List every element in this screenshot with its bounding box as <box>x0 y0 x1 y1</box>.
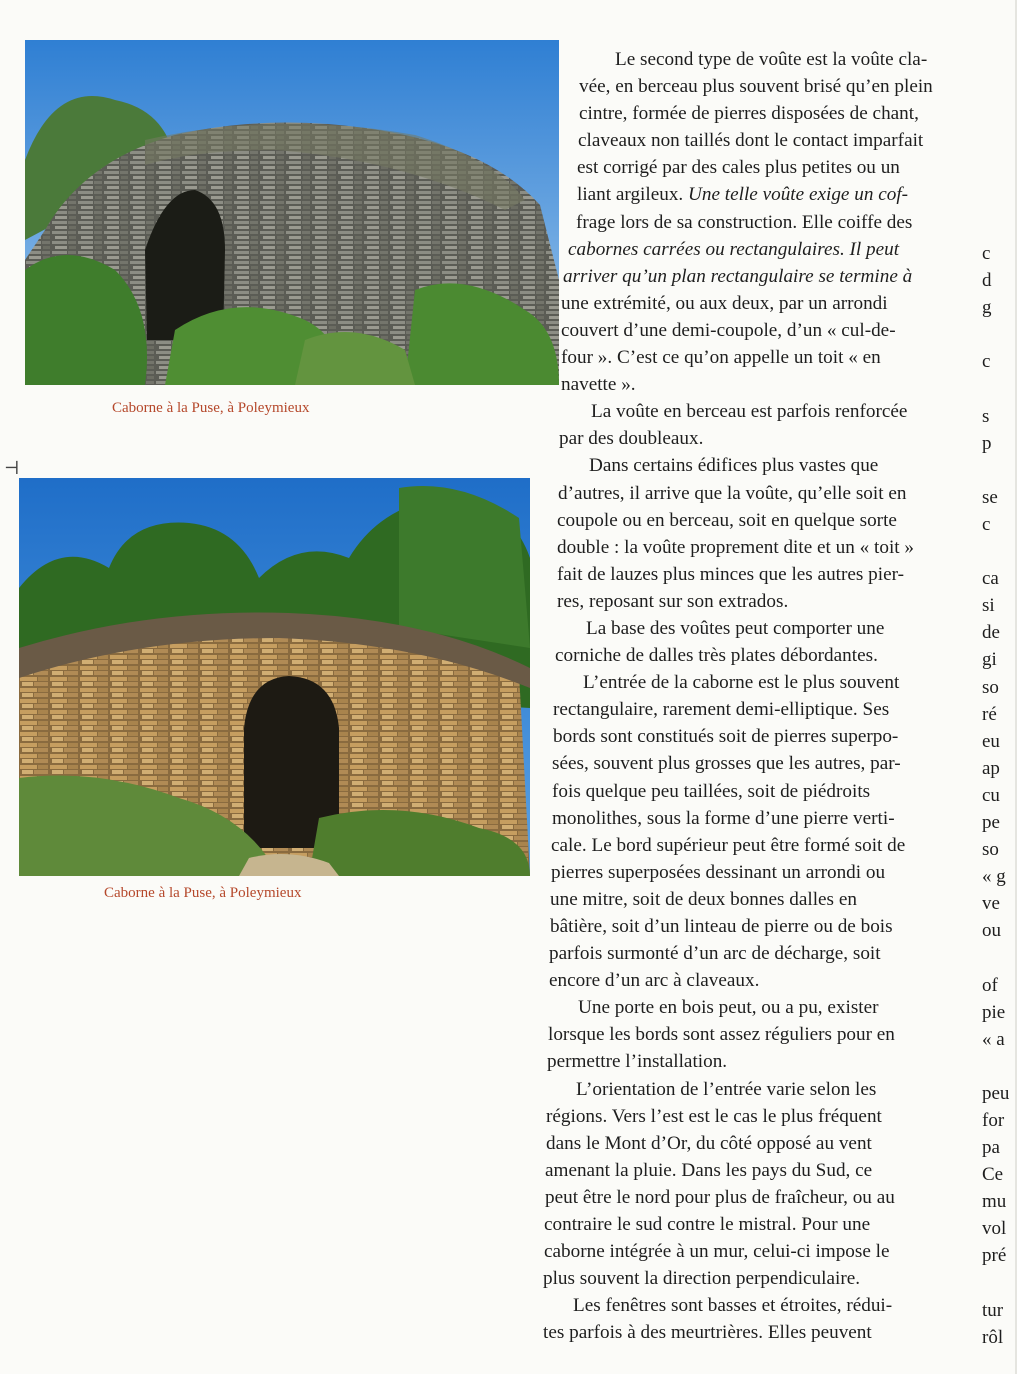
photo-caption: Caborne à la Puse, à Poleymieux <box>104 885 302 901</box>
fragment-line: ou <box>982 920 1001 942</box>
text-line: navette ». <box>561 374 636 396</box>
italic-text: cabornes carrées ou rectangulaires. Il peut <box>568 238 900 260</box>
text-line: contraire le sud contre le mistral. Pour une <box>544 1214 871 1236</box>
fragment-line: c <box>982 243 991 264</box>
fragment-line: si <box>982 595 995 617</box>
fragment-line: g <box>982 297 992 319</box>
next-column-fragments <box>982 240 1009 1351</box>
text-line: coupole ou en berceau, soit en quelque sorte <box>557 509 897 531</box>
italic-text: Une telle voûte exige un cof- <box>688 184 909 206</box>
fragment-line <box>982 538 1009 565</box>
fragment-line: so <box>982 839 999 861</box>
fragment-line: so <box>982 676 999 698</box>
fragment-line: ré <box>982 703 997 725</box>
text-line: La base des voûtes peut comporter une <box>586 617 885 639</box>
fragment-line: pa <box>982 1137 1000 1159</box>
fragment-line: for <box>982 1110 1005 1131</box>
fragment-line: pe <box>982 811 1000 833</box>
text-line: fait de lauzes plus minces que les autres pier- <box>557 563 904 585</box>
text-line: parfois surmonté d’un arc de décharge, soit <box>549 943 881 965</box>
fragment-line: pré <box>982 1245 1007 1267</box>
fragment-line: de <box>982 622 1000 644</box>
fragment-line <box>982 1270 1009 1297</box>
text-line: frage lors de sa construction. Elle coiffe des <box>576 211 913 233</box>
body-text-column <box>543 46 933 1347</box>
fragment-line: pie <box>982 1001 1006 1023</box>
fragment-line: mu <box>982 1191 1007 1213</box>
text-line: régions. Vers l’est est le cas le plus fréquent <box>546 1105 882 1127</box>
text-line: cale. Le bord supérieur peut être formé soit de <box>551 834 906 856</box>
text-line: four ». C’est ce qu’on appelle un toit « en <box>561 347 881 369</box>
photo-caption: Caborne à la Puse, à Poleymieux <box>112 400 310 416</box>
fragment-line: of <box>982 974 998 996</box>
text-line: lorsque les bords sont assez réguliers pour en <box>548 1024 895 1046</box>
text-line: bâtière, soit d’un linteau de pierre ou de bois <box>550 916 893 937</box>
text-line: Dans certains édifices plus vastes que <box>589 455 879 477</box>
text-line: permettre l’installation. <box>547 1051 728 1073</box>
text-line: une mitre, soit de deux bonnes dalles en <box>550 888 857 910</box>
photo-caborne-bottom <box>19 478 530 876</box>
fragment-line: rôl <box>982 1326 1004 1348</box>
text-line: Une porte en bois peut, ou a pu, exister <box>578 997 879 1019</box>
fragment-line: c <box>982 513 991 535</box>
text-line: est corrigé par des cales plus petites ou un <box>577 157 900 179</box>
text-line: sées, souvent plus grosses que les autres, par- <box>552 753 901 775</box>
fragment-line: se <box>982 486 998 508</box>
text-line: L’entrée de la caborne est le plus souvent <box>583 672 900 694</box>
text-line: fois quelque peu taillées, soit de piédroits <box>552 780 871 802</box>
fragment-line <box>982 375 1009 402</box>
fragment-line: ve <box>982 893 1000 915</box>
text-line: claveaux non taillés dont le contact imparfait <box>578 130 924 152</box>
text-line: monolithes, sous la forme d’une pierre verti- <box>552 807 895 829</box>
fragment-line: vol <box>982 1218 1007 1240</box>
text-line: tes parfois à des meurtrières. Elles peuvent <box>543 1322 872 1344</box>
text-line: L’orientation de l’entrée varie selon les <box>576 1078 877 1100</box>
margin-mark: ⊣ <box>4 458 20 478</box>
text-line: corniche de dalles très plates débordantes. <box>555 645 878 667</box>
fragment-line: « a <box>982 1028 1005 1050</box>
text-line: amenant la pluie. Dans les pays du Sud, ce <box>545 1159 873 1181</box>
fragment-line <box>982 1053 1009 1080</box>
text-line: bords sont constitués soit de pierres superpo- <box>553 726 899 748</box>
text-line: caborne intégrée à un mur, celui-ci impose le <box>544 1241 890 1263</box>
text-line: peut être le nord pour plus de fraîcheur, ou au <box>545 1186 895 1208</box>
text-line: plus souvent la direction perpendiculaire. <box>543 1268 861 1290</box>
text-line <box>543 263 933 290</box>
text-line: double : la voûte proprement dite et un « toit » <box>557 536 915 558</box>
fragment-line: s <box>982 405 990 427</box>
fragment-line: eu <box>982 730 1000 752</box>
fragment-line <box>982 944 1009 971</box>
fragment-line: Ce <box>982 1164 1004 1186</box>
text-line: pierres superposées dessinant un arrondi ou <box>551 861 886 883</box>
text-line <box>543 236 933 263</box>
text-line: rectangulaire, rarement demi-elliptique. Ses <box>553 699 890 721</box>
photo-caborne-top <box>25 40 559 385</box>
text-line: La voûte en berceau est parfois renforcée <box>591 401 908 423</box>
text-run: liant argileux. <box>577 184 689 206</box>
text-line: une extrémité, ou aux deux, par un arrondi <box>561 292 888 314</box>
text-line: par des doubleaux. <box>559 428 704 450</box>
text-line: Le second type de voûte est la voûte cla- <box>615 49 928 70</box>
text-line: Les fenêtres sont basses et étroites, rédui- <box>573 1295 893 1317</box>
fragment-line: peu <box>982 1082 1010 1104</box>
text-line: d’autres, il arrive que la voûte, qu’elle soit en <box>558 482 907 504</box>
italic-text: arriver qu’un plan rectangulaire se termine à <box>563 265 913 287</box>
fragment-line: cu <box>982 784 1000 806</box>
fragment-line: d <box>982 270 992 292</box>
text-line: encore d’un arc à claveaux. <box>549 970 760 992</box>
text-line: dans le Mont d’Or, du côté opposé au vent <box>546 1132 872 1154</box>
text-line: res, reposant sur son extrados. <box>557 590 789 612</box>
fragment-line <box>982 457 1009 484</box>
fragment-line: p <box>982 432 992 454</box>
fragment-line: « g <box>982 866 1006 888</box>
text-line: vée, en berceau plus souvent brisé qu’en plein <box>579 76 933 98</box>
fragment-line: ca <box>982 568 999 590</box>
fragment-line: gi <box>982 649 997 671</box>
text-line <box>543 181 933 208</box>
fragment-line: tur <box>982 1299 1004 1321</box>
fragment-line <box>982 321 1009 348</box>
fragment-line: ap <box>982 757 1000 779</box>
fragment-line: c <box>982 351 991 373</box>
text-line: couvert d’une demi-coupole, d’un « cul-de- <box>561 319 896 341</box>
text-line: cintre, formée de pierres disposées de chant, <box>579 103 919 125</box>
